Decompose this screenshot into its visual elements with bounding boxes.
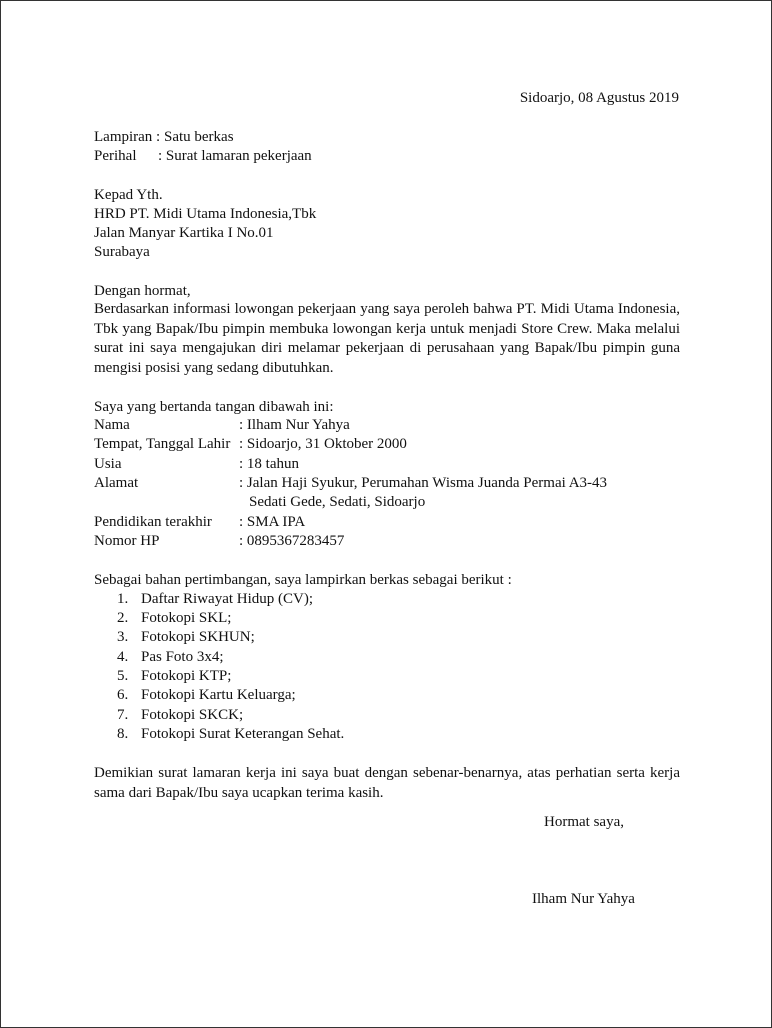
- closing-salutation: Hormat saya,: [544, 814, 624, 830]
- detail-value: : Jalan Haji Syukur, Perumahan Wisma Juanda Permai A3-43: [239, 475, 608, 491]
- detail-value: : 0895367283457: [239, 533, 345, 549]
- recipient-line: Jalan Manyar Kartika I No.01: [94, 225, 274, 241]
- letter-date: Sidoarjo, 08 Agustus 2019: [519, 90, 679, 106]
- attachments-intro: Sebagai bahan pertimbangan, saya lampirkan berkas sebagai berikut :: [94, 572, 512, 588]
- list-number: 1.: [117, 591, 129, 607]
- detail-value: : 18 tahun: [239, 456, 299, 472]
- list-text: Fotokopi KTP;: [141, 668, 232, 684]
- list-item: [117, 686, 296, 705]
- subject-label: Perihal: [94, 148, 137, 164]
- detail-label: Tempat, Tanggal Lahir: [94, 436, 231, 452]
- signer-name: Ilham Nur Yahya: [532, 891, 635, 907]
- list-number: 4.: [117, 649, 129, 665]
- recipient-line: Kepad Yth.: [94, 187, 163, 203]
- attachment-line: Lampiran : Satu berkas: [94, 129, 234, 145]
- list-text: Fotokopi SKHUN;: [141, 629, 255, 645]
- list-text: Fotokopi SKL;: [141, 610, 232, 626]
- list-number: 8.: [117, 726, 129, 742]
- greeting: Dengan hormat,: [94, 283, 191, 299]
- closing-paragraph: Demikian surat lamaran kerja ini saya buat dengan sebenar-benarnya, atas perhatian serta kerja sama dari Bapak/Ibu saya ucapkan terima kasih.: [94, 765, 680, 801]
- intro-paragraph: Berdasarkan informasi lowongan pekerjaan yang saya peroleh bahwa PT. Midi Utama Indonesia, Tbk yang Bapak/Ibu pimpin membuka lowongan kerja untuk menjadi Store Crew. Maka melalui surat ini saya mengajukan diri melamar pekerjaan di perusahaan yang Bapak/Ibu pimpin guna mengisi posisi yang sedang dibutuhkan.: [94, 301, 680, 376]
- list-number: 6.: [117, 687, 129, 703]
- detail-label: Alamat: [94, 475, 139, 491]
- list-text: Pas Foto 3x4;: [141, 649, 224, 665]
- detail-value: : Ilham Nur Yahya: [239, 417, 350, 433]
- list-text: Fotokopi Surat Keterangan Sehat.: [141, 726, 345, 742]
- recipient-line: HRD PT. Midi Utama Indonesia,Tbk: [94, 206, 317, 222]
- list-text: Daftar Riwayat Hidup (CV);: [141, 591, 314, 607]
- detail-label: Nomor HP: [94, 533, 160, 549]
- list-item: [117, 609, 231, 628]
- list-number: 2.: [117, 610, 129, 626]
- detail-label: Usia: [94, 456, 122, 472]
- signer-intro: Saya yang bertanda tangan dibawah ini:: [94, 399, 334, 415]
- detail-value: : SMA IPA: [239, 514, 306, 530]
- list-item: [117, 725, 344, 744]
- list-item: [117, 667, 231, 686]
- subject-value: : Surat lamaran pekerjaan: [158, 148, 312, 164]
- list-text: Fotokopi SKCK;: [141, 707, 244, 723]
- list-item: [117, 628, 255, 647]
- list-number: 7.: [117, 707, 129, 723]
- list-item: [117, 648, 224, 667]
- list-text: Fotokopi Kartu Keluarga;: [141, 687, 296, 703]
- list-number: 5.: [117, 668, 129, 684]
- detail-label: Pendidikan terakhir: [94, 514, 212, 530]
- detail-label: Nama: [94, 417, 130, 433]
- detail-value: : Sidoarjo, 31 Oktober 2000: [239, 436, 407, 452]
- list-item: [117, 706, 243, 725]
- list-number: 3.: [117, 629, 129, 645]
- detail-value: Sedati Gede, Sedati, Sidoarjo: [249, 494, 426, 510]
- list-item: [117, 590, 313, 609]
- recipient-line: Surabaya: [94, 244, 150, 260]
